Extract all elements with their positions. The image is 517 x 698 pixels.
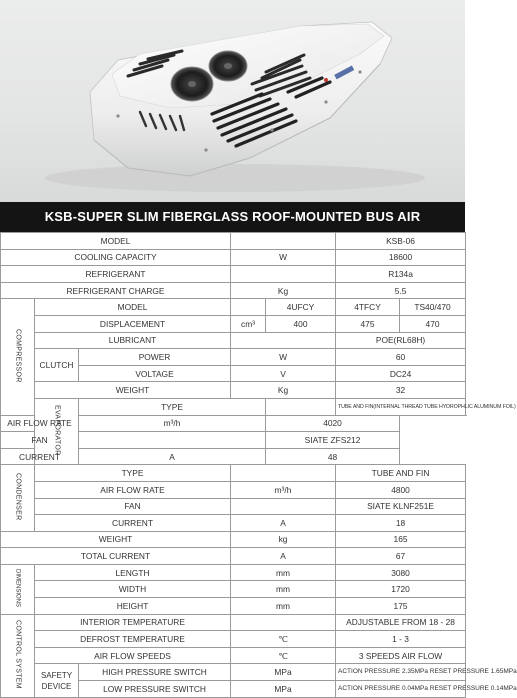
row-unit: A [79, 448, 266, 465]
table-row [1, 432, 466, 449]
row-unit: A [231, 548, 336, 565]
group-label-safety-device: SAFETY DEVICE [35, 664, 79, 697]
row-value: 470 [400, 315, 466, 332]
row-label: POWER [79, 349, 231, 366]
row-label: REFRIGERANT [1, 266, 231, 283]
row-unit: MPa [231, 681, 336, 698]
row-unit: MPa [231, 664, 336, 681]
row-value: TUBE AND FIN [336, 465, 466, 482]
table-row [1, 415, 466, 432]
table-row [1, 631, 466, 648]
table-row [1, 249, 466, 266]
table-row [1, 598, 466, 615]
table-row [1, 564, 466, 581]
row-value: KSB-06 [336, 233, 466, 250]
row-unit: cm³ [231, 315, 266, 332]
row-unit: Kg [231, 382, 336, 399]
row-unit: W [231, 349, 336, 366]
row-unit: ℃ [231, 631, 336, 648]
group-label-control-system: CONTROL SYSTEM [1, 614, 35, 697]
row-unit: m³/h [231, 481, 336, 498]
group-label-condenser: CONDENSER [1, 465, 35, 531]
row-label: LENGTH [35, 564, 231, 581]
row-unit [266, 398, 336, 415]
table-row [1, 282, 466, 299]
row-value: SIATE KLNF251E [336, 498, 466, 515]
row-unit [231, 614, 336, 631]
row-value: ACTION PRESSURE 0.04MPa RESET PRESSURE 0.14MPa [336, 681, 466, 698]
row-value: 18 [336, 515, 466, 532]
group-label-compressor: COMPRESSOR [1, 299, 35, 415]
row-unit: mm [231, 581, 336, 598]
row-label: DISPLACEMENT [35, 315, 231, 332]
row-label: AIR FLOW RATE [35, 481, 231, 498]
row-label: TOTAL CURRENT [1, 548, 231, 565]
table-row [1, 233, 466, 250]
row-value: ACTION PRESSURE 2.35MPa RESET PRESSURE 1.65MPa [336, 664, 466, 681]
table-row [1, 465, 466, 482]
row-value: 1 - 3 [336, 631, 466, 648]
row-unit [231, 299, 266, 316]
group-label-clutch: CLUTCH [35, 349, 79, 382]
row-label: DEFROST TEMPERATURE [35, 631, 231, 648]
row-label: WIDTH [35, 581, 231, 598]
row-label: CURRENT [1, 448, 79, 465]
row-value: 48 [266, 448, 400, 465]
table-row [1, 266, 466, 283]
table-row [1, 332, 466, 349]
row-value: SIATE ZFS212 [266, 432, 400, 449]
row-label: WEIGHT [35, 382, 231, 399]
row-value: 4UFCY [266, 299, 336, 316]
row-value: 475 [336, 315, 400, 332]
row-value: DC24 [336, 365, 466, 382]
row-value: 67 [336, 548, 466, 565]
row-label: AIR FLOW RATE [1, 415, 79, 432]
table-row [1, 448, 466, 465]
table-row [1, 382, 466, 399]
row-unit [79, 432, 266, 449]
row-unit: V [231, 365, 336, 382]
table-row [1, 581, 466, 598]
table-row [1, 664, 466, 681]
table-row [1, 299, 466, 316]
table-row [1, 531, 466, 548]
specification-table [0, 232, 517, 698]
product-title: KSB-SUPER SLIM FIBERGLASS ROOF-MOUNTED BUS AIR CONDITIONER [0, 202, 465, 232]
row-value: 60 [336, 349, 466, 366]
row-label: LUBRICANT [35, 332, 231, 349]
row-value: TS40/470 [400, 299, 466, 316]
row-label: CURRENT [35, 515, 231, 532]
row-value: TUBE AND FIN(INTERNAL THREAD TUBE HYDROPHLIC ALUMINUM FOIL) [336, 398, 466, 415]
row-unit: W [231, 249, 336, 266]
row-label: HIGH PRESSURE SWITCH [79, 664, 231, 681]
row-unit: mm [231, 564, 336, 581]
row-value: 4800 [336, 481, 466, 498]
row-value: POE(RL68H) [336, 332, 466, 349]
row-unit [231, 465, 336, 482]
row-label: FAN [35, 498, 231, 515]
row-unit: A [231, 515, 336, 532]
row-value: 165 [336, 531, 466, 548]
row-value: 175 [336, 598, 466, 615]
row-unit [231, 266, 336, 283]
table-row [1, 498, 466, 515]
table-row [1, 349, 466, 366]
row-label: INTERIOR TEMPERATURE [35, 614, 231, 631]
table-row [1, 647, 466, 664]
row-unit [231, 498, 336, 515]
table-row [1, 398, 466, 415]
table-row [1, 481, 466, 498]
row-label: COOLING CAPACITY [1, 249, 231, 266]
row-unit: Kg [231, 282, 336, 299]
row-value: 32 [336, 382, 466, 399]
row-value: 4TFCY [336, 299, 400, 316]
row-label: REFRIGERANT CHARGE [1, 282, 231, 299]
row-unit: m³/h [79, 415, 266, 432]
product-photo [0, 0, 465, 202]
row-label: MODEL [1, 233, 231, 250]
row-value: 18600 [336, 249, 466, 266]
row-value: 5.5 [336, 282, 466, 299]
row-label: LOW PRESSURE SWITCH [79, 681, 231, 698]
air-conditioner-unit-image [0, 0, 465, 202]
table-row [1, 548, 466, 565]
row-label: TYPE [35, 465, 231, 482]
row-value: 400 [266, 315, 336, 332]
row-label: TYPE [79, 398, 266, 415]
row-value: 4020 [266, 415, 400, 432]
row-unit [231, 233, 336, 250]
group-label-dimensions: DIMENSIONS [1, 564, 35, 614]
row-label: VOLTAGE [79, 365, 231, 382]
table-row [1, 614, 466, 631]
row-unit: mm [231, 598, 336, 615]
row-label: HEIGHT [35, 598, 231, 615]
row-value: 3 SPEEDS AIR FLOW [336, 647, 466, 664]
table-row [1, 515, 466, 532]
row-label: MODEL [35, 299, 231, 316]
row-value: R134a [336, 266, 466, 283]
row-value: 3080 [336, 564, 466, 581]
row-value: 1720 [336, 581, 466, 598]
row-label: FAN [1, 432, 79, 449]
row-label: AIR FLOW SPEEDS [35, 647, 231, 664]
table-row [1, 315, 466, 332]
row-value: ADJUSTABLE FROM 18 - 28 [336, 614, 466, 631]
row-unit: kg [231, 531, 336, 548]
row-unit [231, 332, 336, 349]
group-label-evaporator: EVAPORATOR [35, 398, 79, 464]
row-label: WEIGHT [1, 531, 231, 548]
row-unit: ℃ [231, 647, 336, 664]
